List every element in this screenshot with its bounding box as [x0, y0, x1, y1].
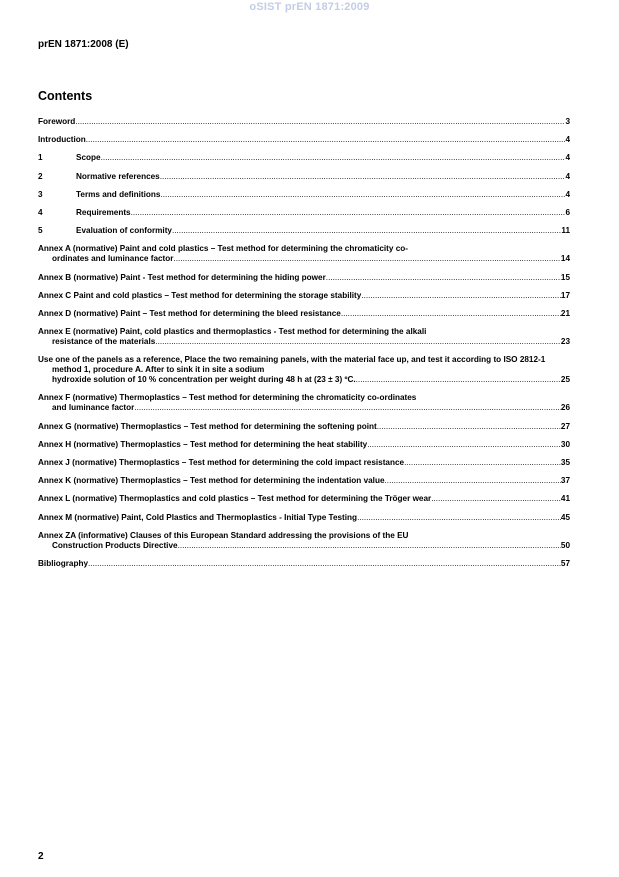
- toc-entry[interactable]: [38, 309, 570, 319]
- toc-entry-label: Annex K (normative) Thermoplastics – Test method for determining the indentation value: [38, 476, 385, 486]
- dot-leader: [326, 273, 561, 283]
- toc-entry-page: 27: [560, 421, 570, 431]
- dot-leader: [173, 254, 560, 264]
- toc-entry-page: 30: [560, 439, 570, 449]
- toc-entry-page: 21: [560, 308, 570, 318]
- toc-entry[interactable]: [38, 440, 570, 450]
- toc-entry-title-line: Annex A (normative) Paint and cold plastics – Test method for determining the chromaticity co-: [38, 244, 409, 254]
- toc-entry-page: 14: [560, 254, 570, 264]
- toc-entry-label: Annex G (normative) Thermoplastics – Test method for determining the softening point: [38, 421, 377, 431]
- toc-entry-page: 15: [560, 272, 570, 282]
- dot-leader: [75, 117, 565, 127]
- toc-entry[interactable]: [38, 531, 570, 551]
- dot-leader: [131, 208, 566, 218]
- toc-entry[interactable]: [38, 135, 570, 145]
- dot-leader: [431, 494, 561, 504]
- toc-entry-number: 3: [38, 189, 43, 199]
- toc-entry-number: 1: [38, 153, 43, 163]
- dot-leader: [404, 458, 561, 468]
- toc-entry-label: Annex H (normative) Thermoplastics – Test method for determining the heat stability: [38, 439, 368, 449]
- toc-entry-page: 26: [560, 403, 570, 413]
- dot-leader: [356, 375, 561, 385]
- toc-entry[interactable]: [38, 244, 570, 264]
- toc-entry-page: 35: [560, 458, 570, 467]
- toc-entry-number: 4: [38, 207, 43, 217]
- dot-leader: [178, 541, 561, 551]
- toc-entry-page: 23: [560, 337, 570, 347]
- toc-entry-label: Normative references: [76, 171, 160, 181]
- toc-entry-page: 37: [560, 476, 570, 486]
- toc-entry[interactable]: [38, 190, 570, 200]
- dot-leader: [160, 190, 565, 200]
- toc-entry-page: 3: [565, 117, 570, 126]
- toc-entry-label: resistance of the materials: [52, 337, 156, 347]
- toc-entry[interactable]: [38, 327, 570, 347]
- dot-leader: [361, 291, 561, 301]
- toc-entry-number: 5: [38, 226, 43, 236]
- toc-entry-page: 25: [560, 375, 570, 385]
- table-of-contents: [38, 117, 570, 577]
- toc-entry-label: Scope: [76, 153, 101, 163]
- dot-leader: [377, 422, 561, 432]
- toc-entry-label: Foreword: [38, 117, 76, 126]
- toc-entry-page: 4: [565, 135, 570, 145]
- toc-entry-label: Annex L (normative) Thermoplastics and cold plastics – Test method for determining the Tröger wear: [38, 494, 432, 504]
- toc-entry-label: Annex J (normative) Thermoplastics – Test method for determining the cold impact resistance: [38, 458, 405, 467]
- dot-leader: [88, 559, 561, 569]
- dot-leader: [357, 513, 561, 523]
- dot-leader: [385, 476, 561, 486]
- toc-entry-label: Requirements: [76, 207, 131, 217]
- toc-entry-label: Annex C Paint and cold plastics – Test method for determining the storage stability: [38, 290, 362, 300]
- toc-entry-label: and luminance factor: [52, 403, 135, 413]
- toc-entry[interactable]: [38, 273, 570, 283]
- dot-leader: [86, 135, 566, 145]
- toc-entry-label: Bibliography: [38, 558, 89, 568]
- toc-entry[interactable]: [38, 559, 570, 569]
- watermark: oSIST prEN 1871:2009: [249, 1, 370, 13]
- toc-entry-title-line: Annex E (normative) Paint, cold plastics and thermoplastics - Test method for determining the alkali: [38, 327, 427, 337]
- dot-leader: [160, 172, 566, 182]
- toc-entry-page: 4: [565, 189, 570, 199]
- toc-entry-title-line: Annex ZA (informative) Clauses of this European Standard addressing the provisions of the EU: [38, 530, 409, 540]
- toc-entry[interactable]: [38, 422, 570, 432]
- toc-entry[interactable]: [38, 291, 570, 301]
- dot-leader: [155, 337, 561, 347]
- toc-entry-title-line: Annex F (normative) Thermoplastics – Test method for determining the chromaticity co-ordinates: [38, 393, 417, 403]
- toc-entry[interactable]: [38, 513, 570, 523]
- toc-entry-number: 2: [38, 171, 43, 181]
- toc-entry-label: Terms and definitions: [76, 189, 161, 199]
- dot-leader: [367, 440, 561, 450]
- toc-entry-page: 50: [560, 540, 570, 550]
- toc-entry[interactable]: [38, 393, 570, 413]
- toc-entry[interactable]: [38, 458, 570, 468]
- toc-entry[interactable]: [38, 226, 570, 236]
- toc-entry-page: 11: [561, 226, 570, 236]
- toc-entry-page: 4: [565, 171, 570, 181]
- toc-entry-label: Annex D (normative) Paint – Test method for determining the bleed resistance: [38, 308, 341, 318]
- toc-entry-label: hydroxide solution of 10 % concentration per weight during 48 h at (23 ± 3) ºC.: [52, 375, 356, 385]
- toc-entry-page: 6: [565, 207, 570, 217]
- toc-entry[interactable]: [38, 494, 570, 504]
- page-number: 2: [38, 851, 44, 862]
- toc-entry-label: Construction Products Directive: [52, 540, 178, 550]
- toc-entry[interactable]: [38, 172, 570, 182]
- toc-entry[interactable]: [38, 117, 570, 127]
- toc-entry[interactable]: [38, 355, 570, 385]
- dot-leader: [101, 153, 566, 163]
- dot-leader: [134, 403, 561, 413]
- toc-entry-label: Evaluation of conformity: [76, 226, 172, 236]
- page-title: Contents: [38, 89, 93, 103]
- toc-entry-label: Annex M (normative) Paint, Cold Plastics and Thermoplastics - Initial Type Testing: [38, 512, 358, 522]
- toc-entry[interactable]: [38, 153, 570, 163]
- toc-entry-page: 41: [560, 494, 570, 504]
- toc-entry[interactable]: [38, 476, 570, 486]
- toc-entry-label: Annex B (normative) Paint - Test method for determining the hiding power: [38, 272, 326, 282]
- toc-entry[interactable]: [38, 208, 570, 218]
- toc-entry-label: Introduction: [38, 135, 86, 145]
- dot-leader: [341, 309, 561, 319]
- dot-leader: [172, 226, 561, 236]
- toc-entry-page: 17: [560, 290, 570, 300]
- document-id: prEN 1871:2008 (E): [38, 39, 129, 50]
- toc-entry-page: 4: [565, 153, 570, 163]
- toc-entry-title-line: Use one of the panels as a reference, Place the two remaining panels, with the material face up, and test it according to ISO 2812-1 method 1, procedure A. After to sink it in site a sodium: [38, 355, 546, 375]
- toc-entry-page: 45: [560, 512, 570, 522]
- toc-entry-page: 57: [560, 558, 570, 568]
- toc-entry-label: ordinates and luminance factor: [52, 254, 174, 264]
